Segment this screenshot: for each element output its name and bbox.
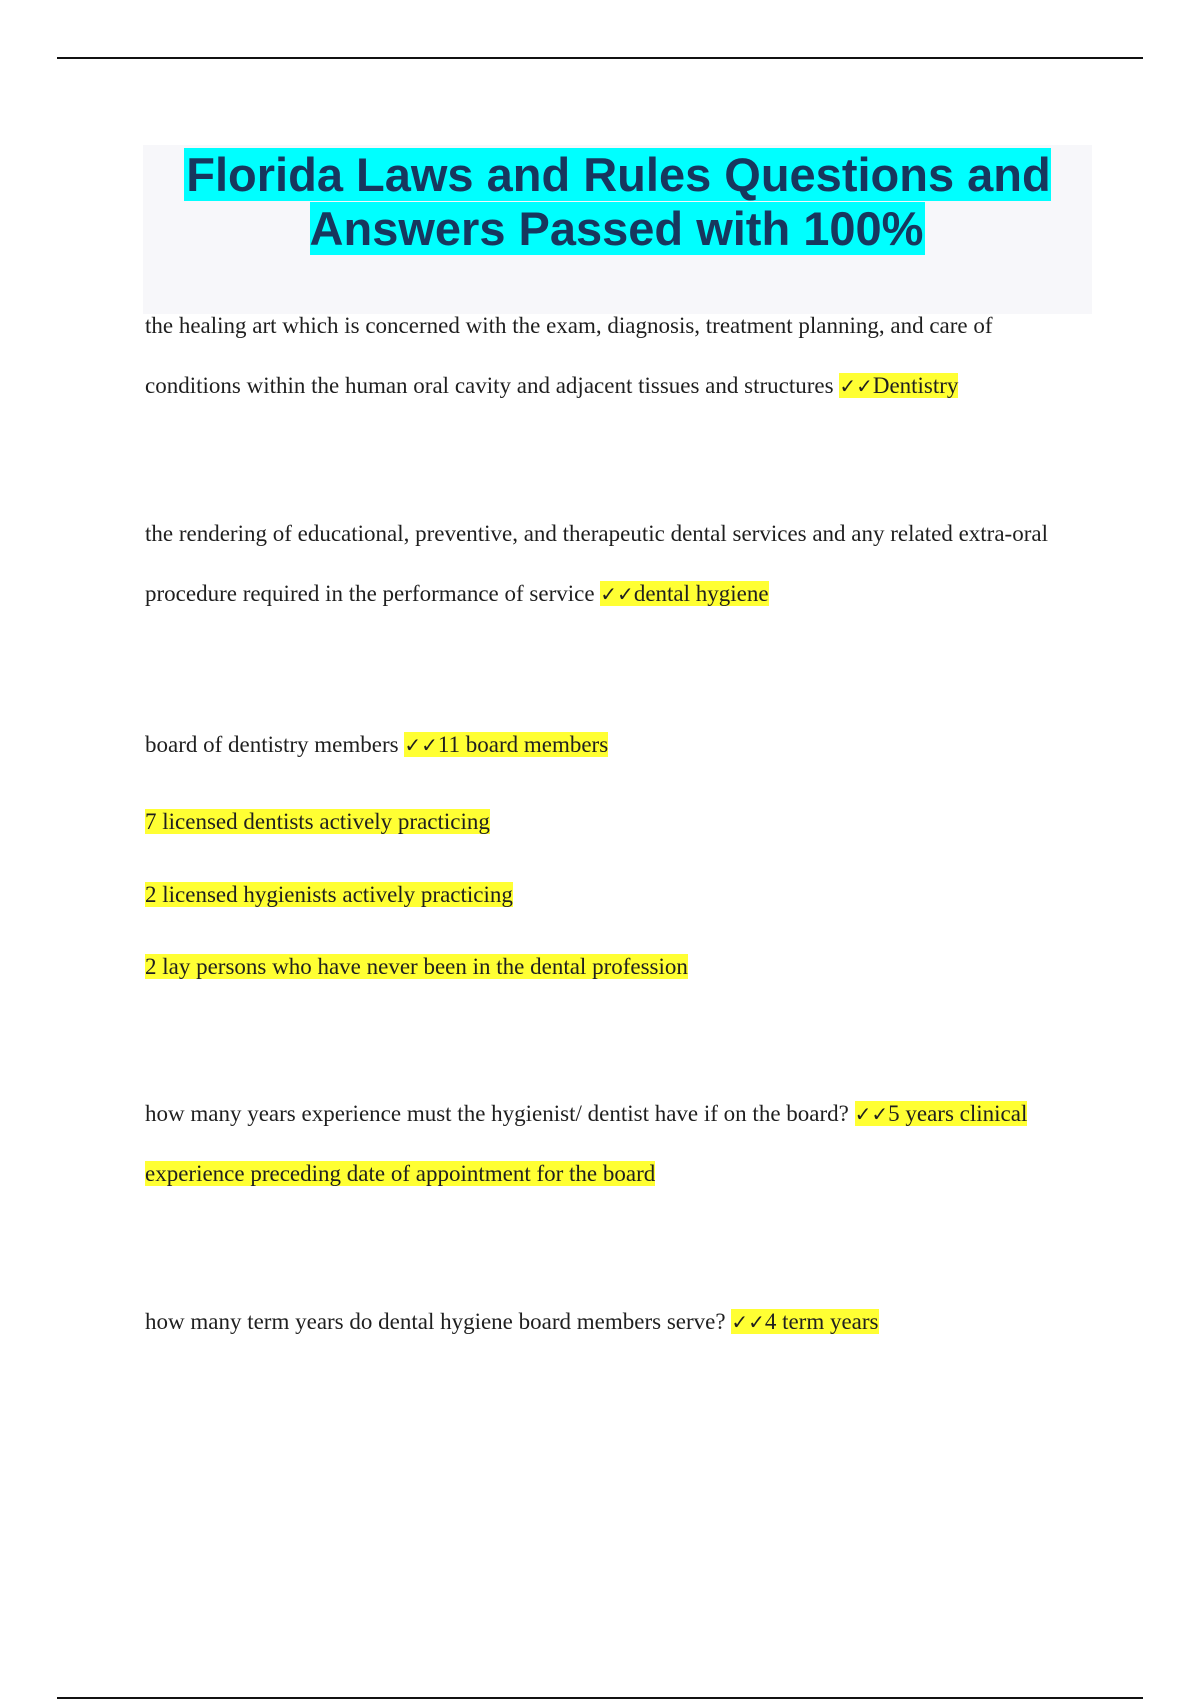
qa-item-experience (145, 1084, 1085, 1204)
double-check-icon: ✓✓ (854, 1102, 889, 1126)
answer-text: 11 board members (437, 732, 609, 757)
question-text: how many term years do dental hygiene board members serve? (145, 1309, 726, 1334)
qa-item-dentistry (145, 296, 1085, 416)
answer-detail-text: 2 licensed hygienists actively practicing (145, 882, 513, 907)
answer-text: 5 years clinical experience preceding date of appointment for the board (145, 1101, 1028, 1186)
answer-highlight (839, 373, 958, 398)
qa-item-board-members (145, 715, 1085, 775)
qa-item-term-years (145, 1292, 1085, 1352)
answer-text: dental hygiene (633, 581, 769, 606)
double-check-icon: ✓✓ (731, 1310, 765, 1334)
answer-highlight (600, 581, 768, 606)
title-banner (143, 145, 1092, 314)
question-text: board of dentistry members (145, 732, 399, 757)
answer-detail-text: 2 lay persons who have never been in the dental profession (145, 954, 688, 979)
double-check-icon: ✓✓ (839, 374, 873, 398)
double-check-icon: ✓✓ (404, 733, 438, 757)
answer-highlight (731, 1309, 878, 1334)
answer-detail-text: 7 licensed dentists actively practicing (145, 809, 490, 834)
footer-rule (57, 1697, 1143, 1699)
qa-item-dental-hygiene (145, 504, 1085, 624)
answer-detail-line (145, 807, 490, 837)
question-text: how many years experience must the hygienist/ dentist have if on the board? (145, 1101, 849, 1126)
answer-text: 4 term years (764, 1309, 879, 1334)
answer-detail-line (145, 880, 513, 910)
question-text: the healing art which is concerned with the exam, diagnosis, treatment planning, and care of conditions within the human oral cavity and adjacent tissues and structures (145, 313, 993, 398)
double-check-icon: ✓✓ (600, 582, 634, 606)
answer-text: Dentistry (872, 373, 959, 398)
header-rule (57, 57, 1143, 59)
answer-highlight (404, 732, 608, 757)
question-text: the rendering of educational, preventive, and therapeutic dental services and any related extra-oral procedure required in the performance of service (145, 521, 1048, 606)
document-title: Florida Laws and Rules Questions and Answers Passed with 100% (186, 148, 1051, 255)
answer-detail-line (145, 952, 688, 982)
